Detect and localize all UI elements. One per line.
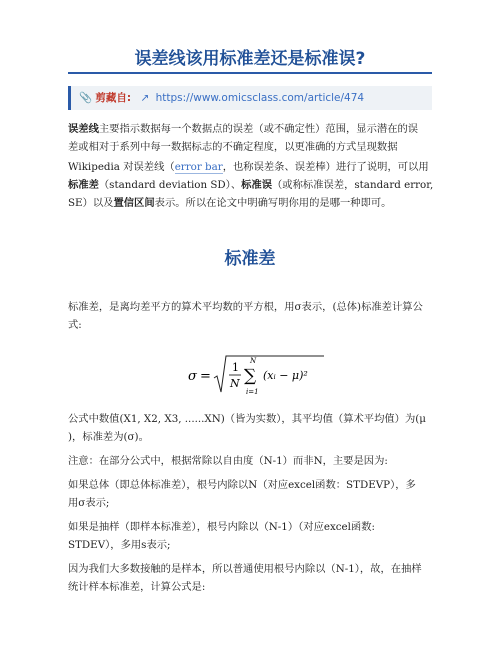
intro-p2-d: （或称标准误差，standard error, (272, 179, 434, 191)
external-link-icon[interactable]: ↗ (140, 92, 150, 104)
note-2-line-1: 注意：在部分公式中，根据常除以自由度（N-1）而非N，主要是因为: (68, 455, 388, 467)
intro-p2-c: （standard deviation SD）、 (98, 179, 242, 191)
note-2 (68, 452, 436, 470)
formula-term: (xᵢ − μ)² (263, 369, 308, 382)
intro-paragraph-1 (68, 120, 436, 156)
note-3-line-1: 如果总体（即总体标准差），根号内除以N（对应excel函数：STDEVP），多 (68, 479, 416, 491)
formula-sum-top: N (250, 357, 257, 365)
formula-sum-bottom: i=1 (246, 388, 259, 396)
paperclip-icon: 📎 (79, 92, 93, 104)
title-divider (68, 72, 432, 74)
formula-denominator: N (230, 377, 240, 390)
note-5 (68, 560, 436, 596)
term-ci: 置信区间 (113, 197, 155, 209)
intro-paragraph-2 (68, 158, 436, 212)
formula-sigma: σ (188, 369, 197, 384)
intro-p2-e: SE）以及 (68, 197, 114, 209)
note-3-line-2: 用σ表示; (68, 497, 110, 509)
intro-p2-a: Wikipedia 对误差线（ (68, 161, 175, 173)
intro-line-2: 差或相对于系列中每一数据标志的不确定程度，以更准确的方式呈现数据 (68, 141, 398, 153)
term-se: 标准误 (241, 179, 273, 191)
formula-equals: = (200, 369, 211, 384)
source-label: 剪藏自: (95, 92, 132, 104)
note-1 (68, 410, 436, 446)
note-3 (68, 476, 436, 512)
sd-description (68, 298, 436, 334)
formula-numerator: 1 (232, 361, 239, 374)
section-title-sd: 标准差 (224, 249, 276, 269)
intro-p2-b: ，也称误差条、误差棒）进行了说明，可以用 (222, 161, 429, 173)
source-box (68, 86, 432, 110)
note-4 (68, 518, 436, 554)
note-5-line-1: 因为我们大多数接触的是样本，所以普通使用根号内除以（N-1），故，在抽样 (68, 563, 422, 575)
note-1-line-2: )，标准差为(σ)。 (68, 431, 149, 443)
term-sd: 标准差 (68, 179, 99, 191)
term-error-bar: 误差线 (68, 123, 99, 135)
note-5-line-2: 统计样本标准差，计算公式是: (68, 581, 206, 593)
error-bar-link[interactable]: error bar (174, 161, 223, 173)
sd-desc-line-2: 式: (68, 319, 82, 331)
intro-p2-f: 表示。所以在论文中明确写明你用的是哪一种即可。 (154, 197, 392, 209)
source-link[interactable]: https://www.omicsclass.com/article/474 (155, 92, 365, 104)
note-4-line-1: 如果是抽样（即样本标准差），根号内除以（N-1）（对应excel函数: (68, 521, 375, 533)
note-4-line-2: STDEV），多用s表示; (68, 539, 171, 551)
note-1-line-1: 公式中数值(X1, X2, X3, ......XN)（皆为实数），其平均值（算术平均值）为(μ (68, 413, 426, 425)
sd-desc-line-1: 标准差，是离均差平方的算术平均数的平方根，用σ表示，(总体)标准差计算公 (68, 301, 423, 313)
intro-line-1: 主要指示数据每一个数据点的误差（或不确定性）范围，显示潜在的误 (98, 123, 419, 135)
sd-formula (186, 350, 326, 400)
page-title: 误差线该用标准差还是标准误? (134, 49, 366, 69)
formula-sum-sign: ∑ (244, 366, 257, 386)
